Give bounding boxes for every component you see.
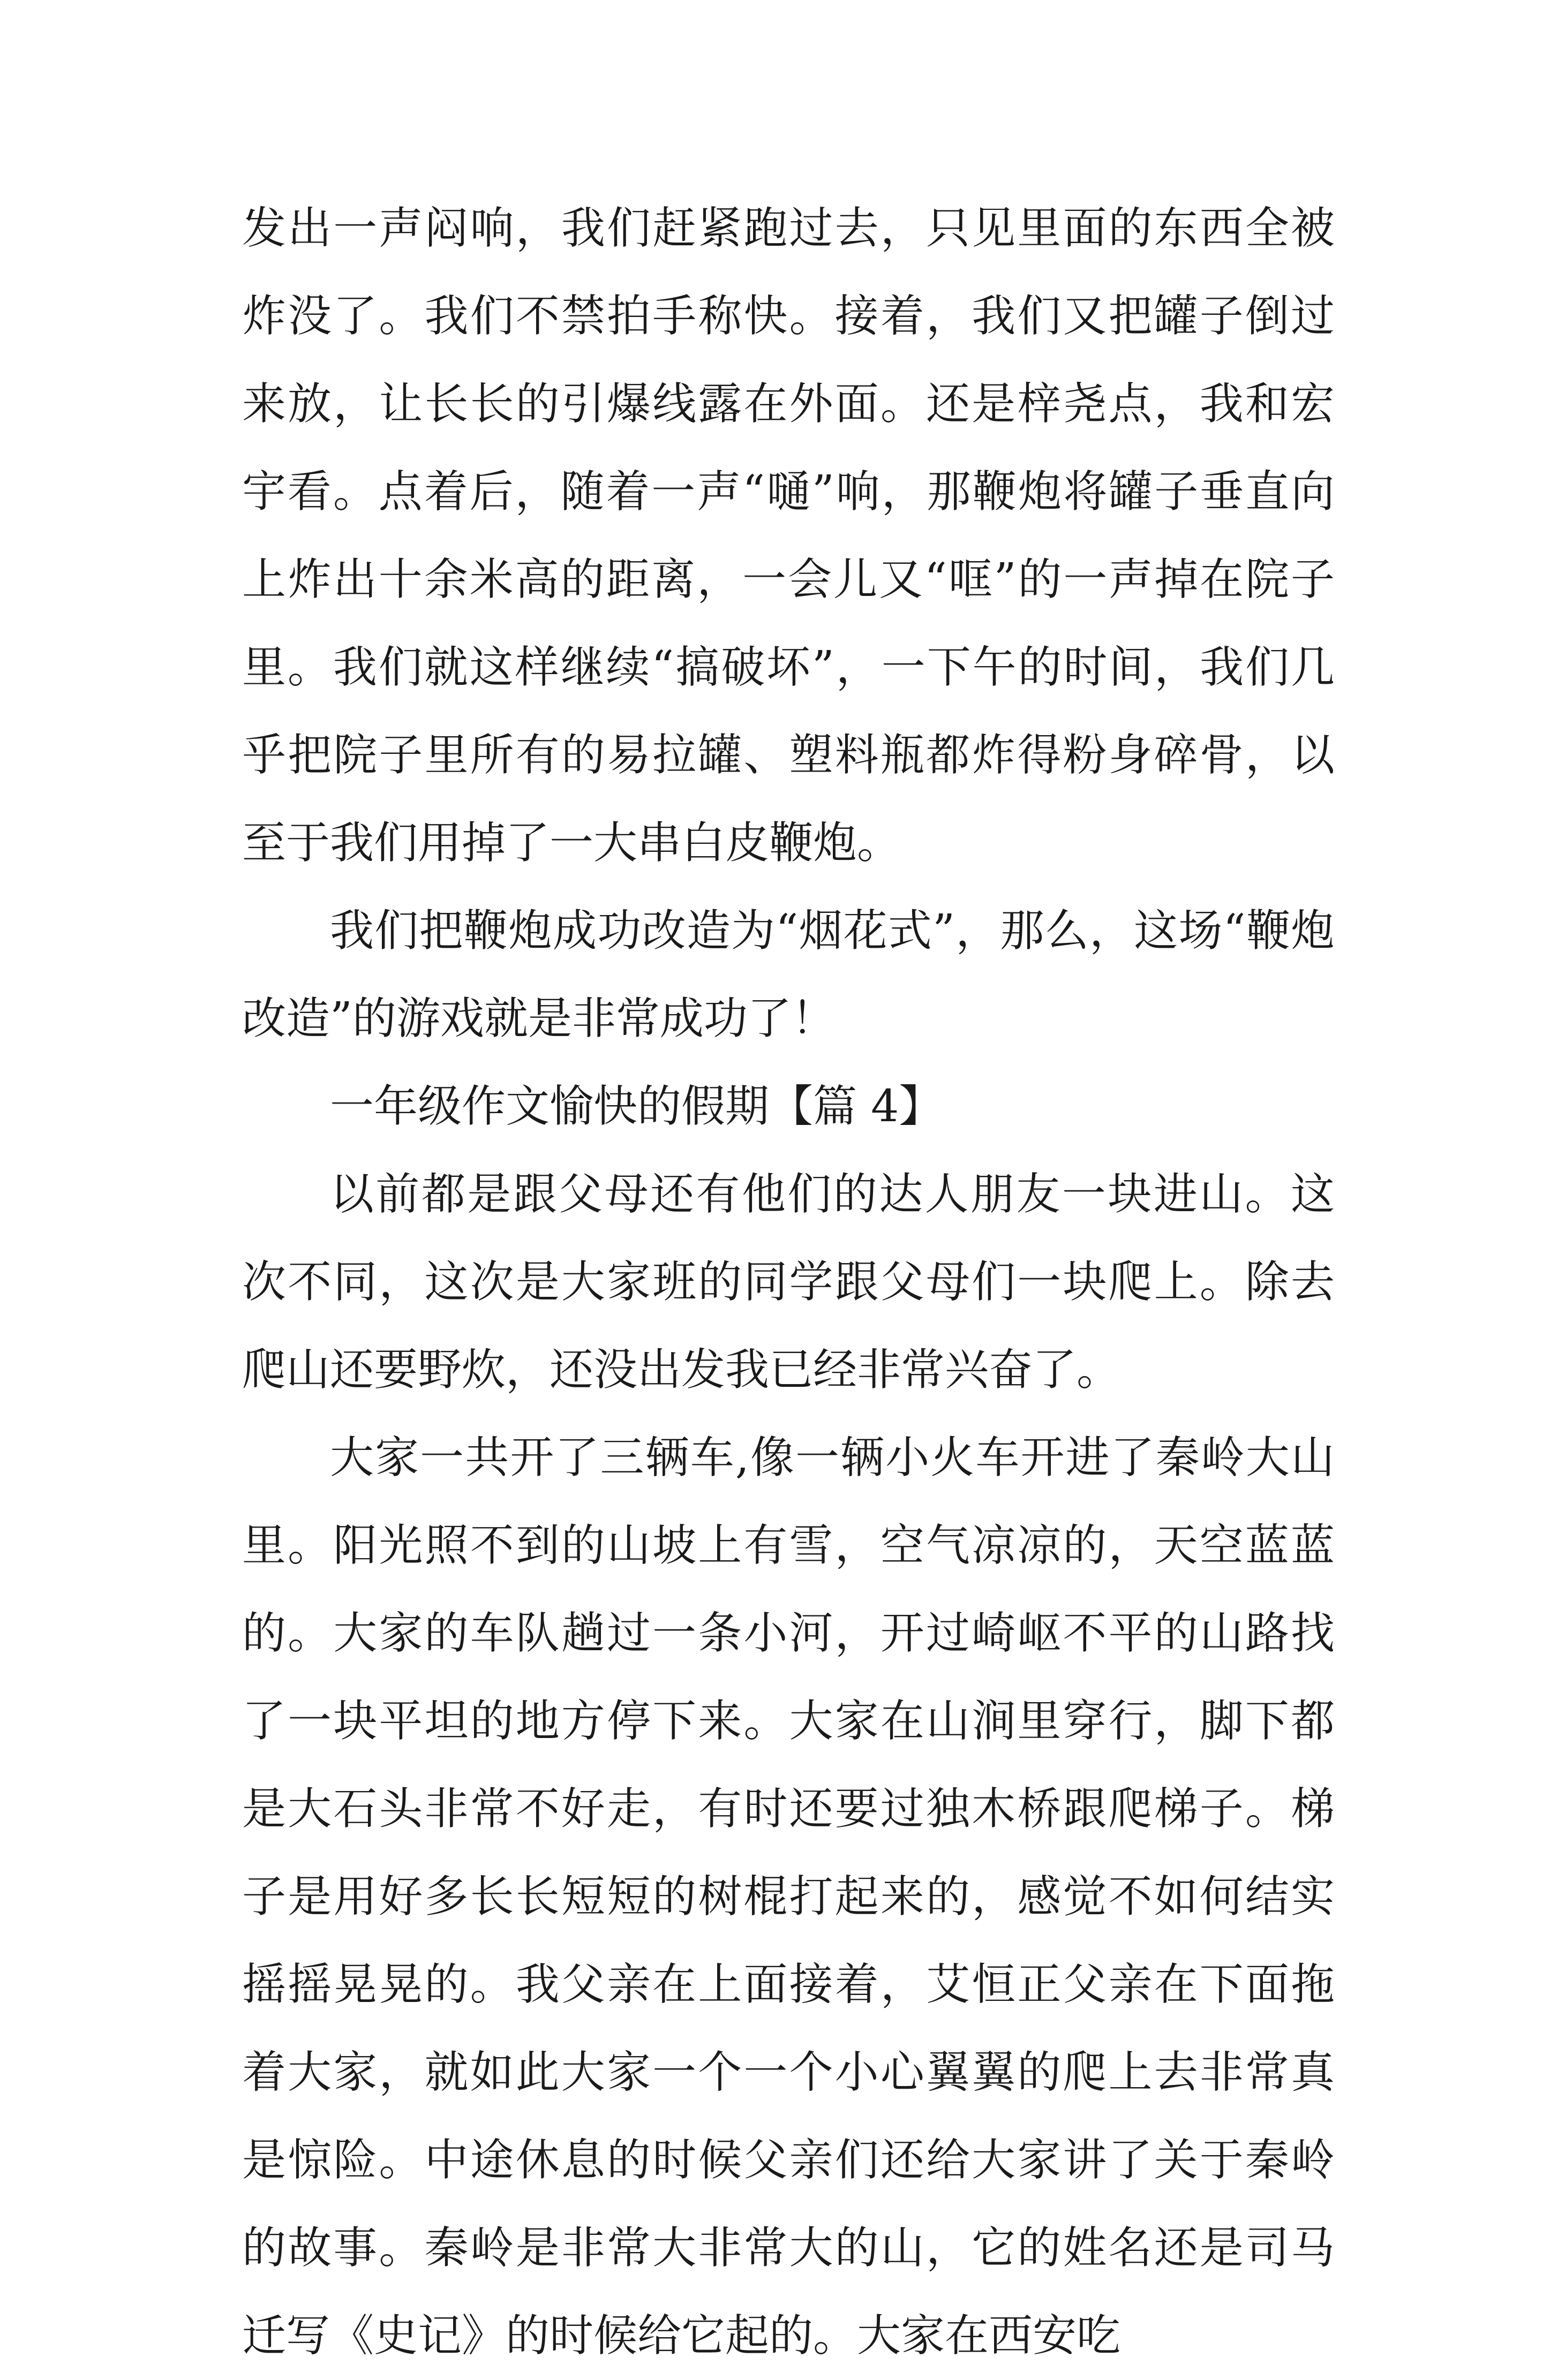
paragraph-story: 大家一共开了三辆车,像一辆小火车开进了秦岭大山里。阳光照不到的山坡上有雪，空气凉凉的，天空蓝蓝的。大家的车队趟过一条小河，开过崎岖不平的山路找了一块平坦的地方停下来。大家在山涧里穿行，脚下都是大石头非常不好走，有时还要过独木桥跟爬梯子。梯子是用好多长长短短的树棍打起来的，感觉不如何结实摇摇晃晃的。我父亲在上面接着，艾恒正父亲在下面拖着大家，就如此大家一个一个小心翼翼的爬上去非常真是惊险。中途休息的时候父亲们还给大家讲了关于秦岭的故事。秦岭是非常大非常大的山，它的姓名还是司马迁写《史记》的时候给它起的。大家在西安吃	[242, 1432, 1335, 2361]
document-body	[242, 185, 1335, 2380]
section-heading: 一年级作文愉快的假期【篇 4】	[330, 1081, 943, 1132]
paragraph-conclusion: 我们把鞭炮成功改造为“烟花式”，那么，这场“鞭炮改造”的游戏就是非常成功了！	[242, 905, 1335, 1044]
paragraph-intro: 以前都是跟父母还有他们的达人朋友一块进山。这次不同，这次是大家班的同学跟父母们一块爬上。除去爬山还要野炊，还没出发我已经非常兴奋了。	[242, 1169, 1335, 1395]
paragraph-continued: 发出一声闷响，我们赶紧跑过去，只见里面的东西全被炸没了。我们不禁拍手称快。接着，我们又把罐子倒过来放，让长长的引爆线露在外面。还是梓尧点，我和宏宇看。点着后，随着一声“嗵”响，那鞭炮将罐子垂直向上炸出十余米高的距离，一会儿又“哐”的一声掉在院子里。我们就这样继续“搞破坏”，一下午的时间，我们几乎把院子里所有的易拉罐、塑料瓶都炸得粉身碎骨，以至于我们用掉了一大串白皮鞭炮。	[242, 203, 1335, 868]
